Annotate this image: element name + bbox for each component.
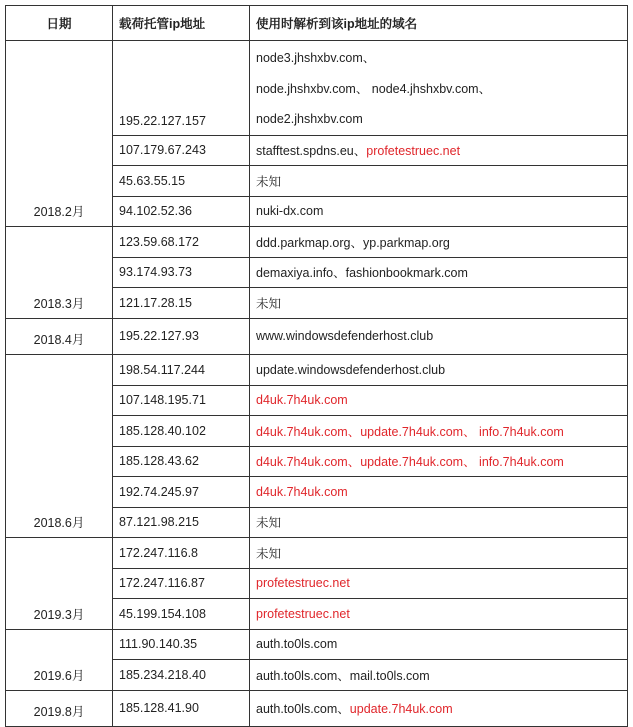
- domain-cell: [250, 568, 628, 599]
- header-row: [6, 6, 628, 41]
- domain-cell: [250, 477, 628, 508]
- domain-cell: [250, 660, 628, 691]
- date-cell: 2018.6月: [6, 355, 113, 538]
- ip-cell: 172.247.116.87: [113, 568, 250, 599]
- domain-line: [256, 74, 627, 105]
- date-cell: 2018.3月: [6, 227, 113, 319]
- domain-cell: [250, 227, 628, 258]
- domain-text: auth.to0ls.com: [256, 637, 338, 652]
- domain-text: demaxiya.info、fashionbookmark.com: [256, 266, 468, 281]
- domain-text: node2.jhshxbv.com: [256, 112, 363, 126]
- highlighted-domain: profetestruec.net: [256, 576, 350, 591]
- domain-line: [256, 329, 627, 343]
- ip-cell: 107.148.195.71: [113, 385, 250, 416]
- domain-line: [256, 637, 627, 651]
- ip-cell: 45.63.55.15: [113, 166, 250, 197]
- domain-line: [256, 452, 627, 470]
- domain-line: [256, 141, 627, 159]
- domain-line: [256, 204, 627, 218]
- table-body: [6, 41, 628, 727]
- ip-cell: 195.22.127.157: [113, 41, 250, 136]
- domain-line: [256, 393, 627, 407]
- header-date: 日期: [6, 6, 113, 41]
- domain-cell: [250, 690, 628, 727]
- domain-line: [256, 363, 627, 377]
- table-row: [6, 538, 628, 569]
- domain-cell: [250, 318, 628, 355]
- domain-text: ddd.parkmap.org、yp.parkmap.org: [256, 235, 450, 250]
- ip-cell: 87.121.98.215: [113, 507, 250, 538]
- domain-cell: [250, 385, 628, 416]
- domain-line: [256, 104, 627, 135]
- domain-cell: [250, 599, 628, 630]
- highlighted-domain: d4uk.7h4uk.com、update.7h4uk.com、 info.7h4uk.com: [256, 455, 564, 470]
- highlighted-domain: update.7h4uk.com: [349, 702, 453, 717]
- header-domains: 使用时解析到该ip地址的域名: [250, 6, 628, 41]
- domain-cell: [250, 166, 628, 197]
- domain-text: www.windowsdefenderhost.club: [256, 329, 434, 344]
- ip-cell: 185.234.218.40: [113, 660, 250, 691]
- domain-cell: [250, 446, 628, 477]
- table-row: [6, 227, 628, 258]
- domain-text: update.windowsdefenderhost.club: [256, 362, 446, 377]
- highlighted-domain: profetestruec.net: [366, 144, 461, 159]
- header-ip: 载荷托管ip地址: [113, 6, 250, 41]
- ip-cell: 111.90.140.35: [113, 629, 250, 660]
- ip-cell: 192.74.245.97: [113, 477, 250, 508]
- domain-line: [256, 294, 627, 312]
- table-row: [6, 690, 628, 727]
- ip-cell: 121.17.28.15: [113, 288, 250, 319]
- domain-cell: [250, 288, 628, 319]
- ip-cell: 93.174.93.73: [113, 257, 250, 288]
- ip-cell: 185.128.41.90: [113, 690, 250, 727]
- ip-cell: 195.22.127.93: [113, 318, 250, 355]
- domain-text: node3.jhshxbv.com、: [256, 51, 376, 65]
- date-cell: 2019.8月: [6, 690, 113, 727]
- domain-text: 未知: [256, 546, 282, 561]
- domain-text: auth.to0ls.com、: [256, 702, 350, 717]
- domain-line: [256, 607, 627, 621]
- date-cell: 2019.3月: [6, 538, 113, 630]
- domain-line: [256, 263, 627, 281]
- ip-domain-table: [5, 5, 628, 727]
- ip-cell: 185.128.43.62: [113, 446, 250, 477]
- domain-cell: [250, 41, 628, 136]
- domain-line: [256, 172, 627, 190]
- domain-cell: [250, 355, 628, 386]
- domain-line: [256, 544, 627, 562]
- ip-cell: 45.199.154.108: [113, 599, 250, 630]
- domain-line: [256, 513, 627, 531]
- domain-text: auth.to0ls.com、mail.to0ls.com: [256, 668, 430, 683]
- domain-line: [256, 422, 627, 440]
- domain-cell: [250, 416, 628, 447]
- domain-cell: [250, 257, 628, 288]
- domain-line: [256, 576, 627, 590]
- domain-text: 未知: [256, 296, 282, 311]
- table-row: [6, 318, 628, 355]
- domain-line: [256, 233, 627, 251]
- ip-cell: 94.102.52.36: [113, 196, 250, 227]
- ip-cell: 107.179.67.243: [113, 135, 250, 166]
- highlighted-domain: d4uk.7h4uk.com: [256, 393, 348, 408]
- table-row: [6, 629, 628, 660]
- domain-line: [256, 699, 627, 717]
- domain-cell: [250, 135, 628, 166]
- ip-cell: 172.247.116.8: [113, 538, 250, 569]
- highlighted-domain: profetestruec.net: [256, 606, 350, 621]
- domain-cell: [250, 629, 628, 660]
- ip-cell: 185.128.40.102: [113, 416, 250, 447]
- domain-text: 未知: [256, 174, 282, 189]
- ip-cell: 123.59.68.172: [113, 227, 250, 258]
- date-cell: 2019.6月: [6, 629, 113, 690]
- table-row: [6, 355, 628, 386]
- domain-text: stafftest.spdns.eu、: [256, 144, 367, 159]
- domain-text: nuki-dx.com: [256, 204, 324, 219]
- date-cell: 2018.2月: [6, 41, 113, 227]
- domain-cell: [250, 196, 628, 227]
- table-row: [6, 41, 628, 136]
- domain-line: [256, 666, 627, 684]
- date-cell: 2018.4月: [6, 318, 113, 355]
- highlighted-domain: d4uk.7h4uk.com、update.7h4uk.com、 info.7h4uk.com: [256, 424, 564, 439]
- highlighted-domain: d4uk.7h4uk.com: [256, 484, 348, 499]
- domain-line: [256, 485, 627, 499]
- domain-cell: [250, 538, 628, 569]
- domain-line: [256, 43, 627, 74]
- ip-cell: 198.54.117.244: [113, 355, 250, 386]
- domain-cell: [250, 507, 628, 538]
- domain-text: node.jhshxbv.com、 node4.jhshxbv.com、: [256, 81, 492, 96]
- domain-text: 未知: [256, 516, 282, 531]
